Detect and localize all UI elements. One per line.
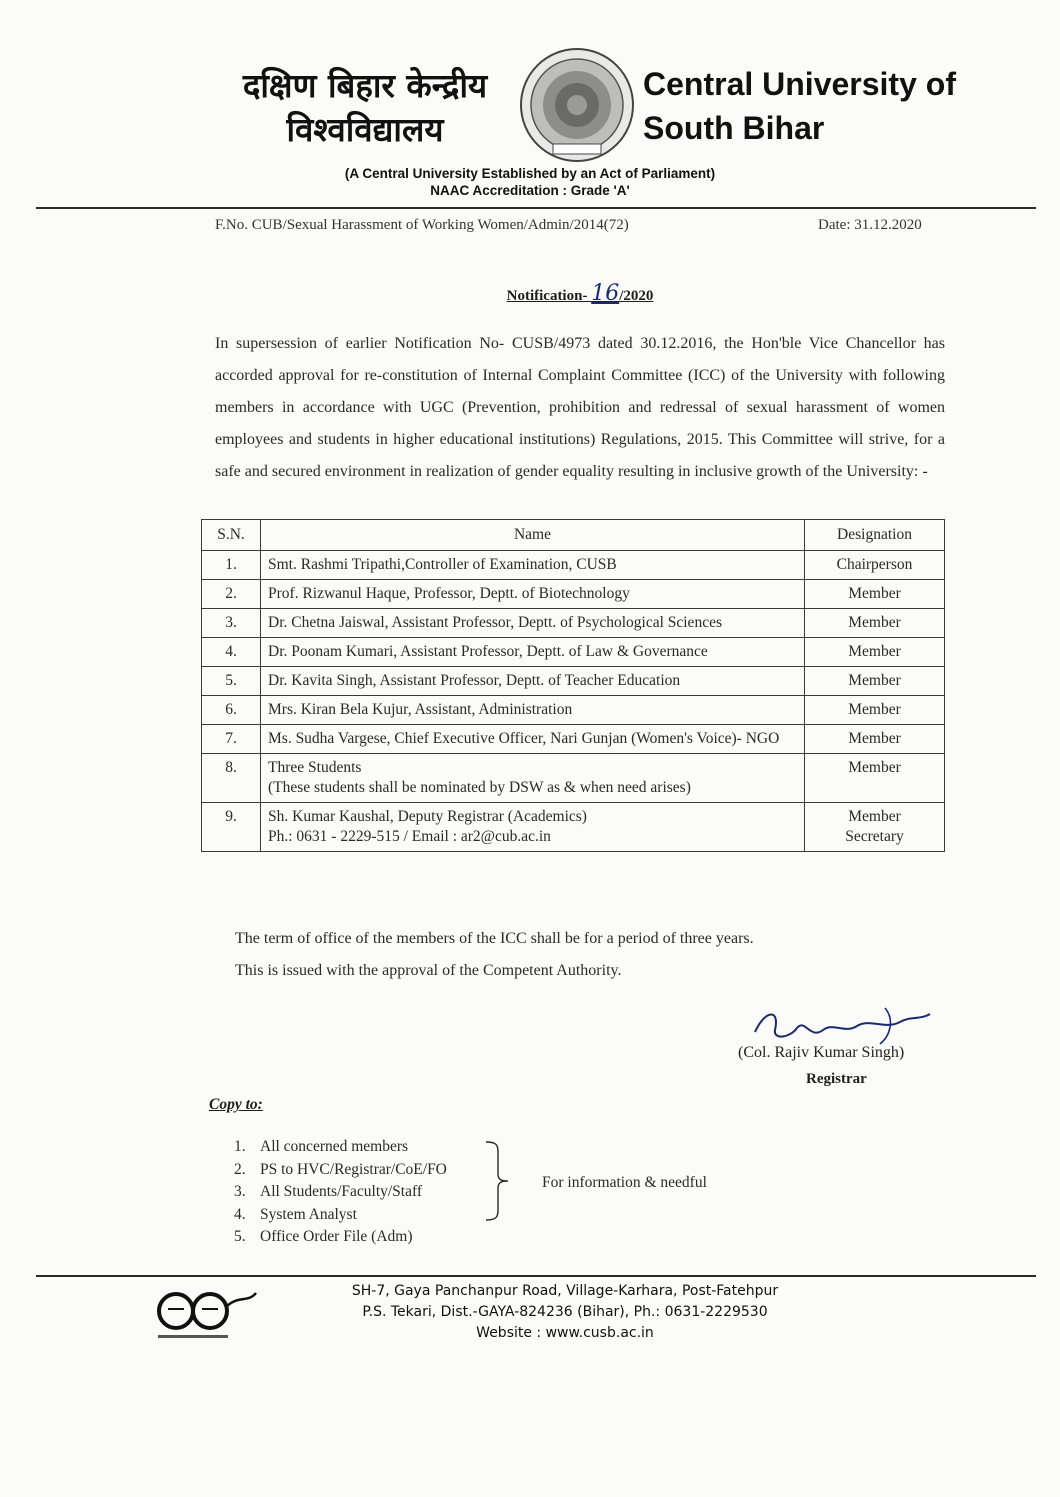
- cell-sn: 1.: [202, 551, 261, 580]
- right-brace-icon: [482, 1140, 512, 1222]
- cell-name: Dr. Poonam Kumari, Assistant Professor, Deptt. of Law & Governance: [261, 638, 805, 667]
- cell-designation: Member: [805, 580, 945, 609]
- issue-date: Date: 31.12.2020: [818, 217, 922, 233]
- cell-designation: Member Secretary: [805, 803, 945, 852]
- cell-designation: Member: [805, 609, 945, 638]
- address-line1: SH-7, Gaya Panchanpur Road, Village-Karhara, Post-Fatehpur: [351, 1283, 779, 1299]
- establishment-subtitle: (A Central University Established by an Act of Parliament): [344, 166, 716, 181]
- hindi-name-line2: विश्वविद्यालय: [286, 110, 444, 149]
- signatory-name: (Col. Rajiv Kumar Singh): [738, 1044, 905, 1061]
- cell-sn: 7.: [202, 725, 261, 754]
- notification-number: 16: [591, 281, 620, 306]
- cell-sn: 4.: [202, 638, 261, 667]
- website-line: Website : www.cusb.ac.in: [476, 1325, 654, 1341]
- committee-members-table: [201, 519, 945, 852]
- table-row: [202, 803, 945, 852]
- notification-suffix: /2020: [619, 288, 654, 304]
- signatory-title: Registrar: [806, 1071, 867, 1087]
- cell-name: Mrs. Kiran Bela Kujur, Assistant, Administration: [261, 696, 805, 725]
- handwritten-signature: [735, 1000, 945, 1050]
- cell-name: Smt. Rashmi Tripathi,Controller of Examination, CUSB: [261, 551, 805, 580]
- cell-sn: 6.: [202, 696, 261, 725]
- cell-sn: 8.: [202, 754, 261, 803]
- cell-designation: Member: [805, 725, 945, 754]
- table-row: [202, 667, 945, 696]
- cell-name: Sh. Kumar Kaushal, Deputy Registrar (Academics) Ph.: 0631 - 2229-515 / Email : ar2@cub.ac.in: [261, 803, 805, 852]
- header-name: Name: [261, 520, 805, 551]
- table-row: [202, 754, 945, 803]
- cell-designation: Member: [805, 667, 945, 696]
- university-seal-icon: [518, 46, 636, 164]
- hindi-name-line1: दक्षिण बिहार केन्द्रीय: [242, 66, 488, 105]
- cell-name: Three Students (These students shall be nominated by DSW as & when need arises): [261, 754, 805, 803]
- cell-designation: Member: [805, 638, 945, 667]
- list-item: 4. System Analyst: [234, 1205, 357, 1223]
- table-row: [202, 638, 945, 667]
- table-row: [202, 725, 945, 754]
- term-of-office-text: The term of office of the members of the ICC shall be for a period of three years.: [235, 930, 754, 947]
- table-row: [202, 580, 945, 609]
- list-item: 1. All concerned members: [234, 1138, 409, 1155]
- footer-address: [0, 1281, 1060, 1344]
- address-line2: P.S. Tekari, Dist.-GAYA-824236 (Bihar), Ph.: 0631-2229530: [362, 1304, 768, 1320]
- accreditation-subtitle: NAAC Accreditation : Grade 'A': [430, 183, 630, 198]
- footer-divider: [36, 1275, 1036, 1277]
- table-header-row: [202, 520, 945, 551]
- list-item: 5. Office Order File (Adm): [234, 1228, 413, 1245]
- table-row: [202, 609, 945, 638]
- notification-prefix: Notification-: [506, 288, 592, 304]
- copy-to-heading: Copy to:: [209, 1096, 263, 1113]
- header-designation: Designation: [805, 520, 945, 551]
- list-item: 2. PS to HVC/Registrar/CoE/FO: [234, 1160, 447, 1178]
- copy-to-note: For information & needful: [542, 1174, 707, 1191]
- cell-sn: 9.: [202, 803, 261, 852]
- table-row: [202, 696, 945, 725]
- cell-sn: 3.: [202, 609, 261, 638]
- notification-body: In supersession of earlier Notification No- CUSB/4973 dated 30.12.2016, the Hon'ble Vice Chancellor has accorded approval for re-constitution of Internal Complaint Committee (ICC) of the University with following members in accordance with UGC (Prevention, prohibition and redressal of sexual harassment of women employees and students in higher educational institutions) Regulations, 2015. This Committee will strive, for a safe and secured environment in realization of gender equality resulting in inclusive growth of the University: -: [215, 335, 945, 480]
- header-divider: [36, 207, 1036, 209]
- cell-designation: Member: [805, 696, 945, 725]
- file-number: F.No. CUB/Sexual Harassment of Working Women/Admin/2014(72): [215, 217, 629, 233]
- copy-to-list: [234, 1136, 447, 1249]
- english-name-line2: South Bihar: [643, 110, 825, 146]
- cell-name: Dr. Kavita Singh, Assistant Professor, Deptt. of Teacher Education: [261, 667, 805, 696]
- cell-sn: 5.: [202, 667, 261, 696]
- cell-name: Ms. Sudha Vargese, Chief Executive Officer, Nari Gunjan (Women's Voice)- NGO: [261, 725, 805, 754]
- english-name-line1: Central University of: [643, 66, 956, 102]
- university-name-english: [643, 62, 963, 150]
- table-row: [202, 551, 945, 580]
- notification-title: [0, 281, 1060, 306]
- university-name-hindi: [200, 64, 530, 152]
- cell-designation: Member: [805, 754, 945, 803]
- header-sn: S.N.: [202, 520, 261, 551]
- cell-designation: Chairperson: [805, 551, 945, 580]
- cell-name: Dr. Chetna Jaiswal, Assistant Professor, Deptt. of Psychological Sciences: [261, 609, 805, 638]
- cell-sn: 2.: [202, 580, 261, 609]
- approval-text: This is issued with the approval of the Competent Authority.: [235, 962, 622, 979]
- list-item: 3. All Students/Faculty/Staff: [234, 1183, 423, 1200]
- cell-name: Prof. Rizwanul Haque, Professor, Deptt. of Biotechnology: [261, 580, 805, 609]
